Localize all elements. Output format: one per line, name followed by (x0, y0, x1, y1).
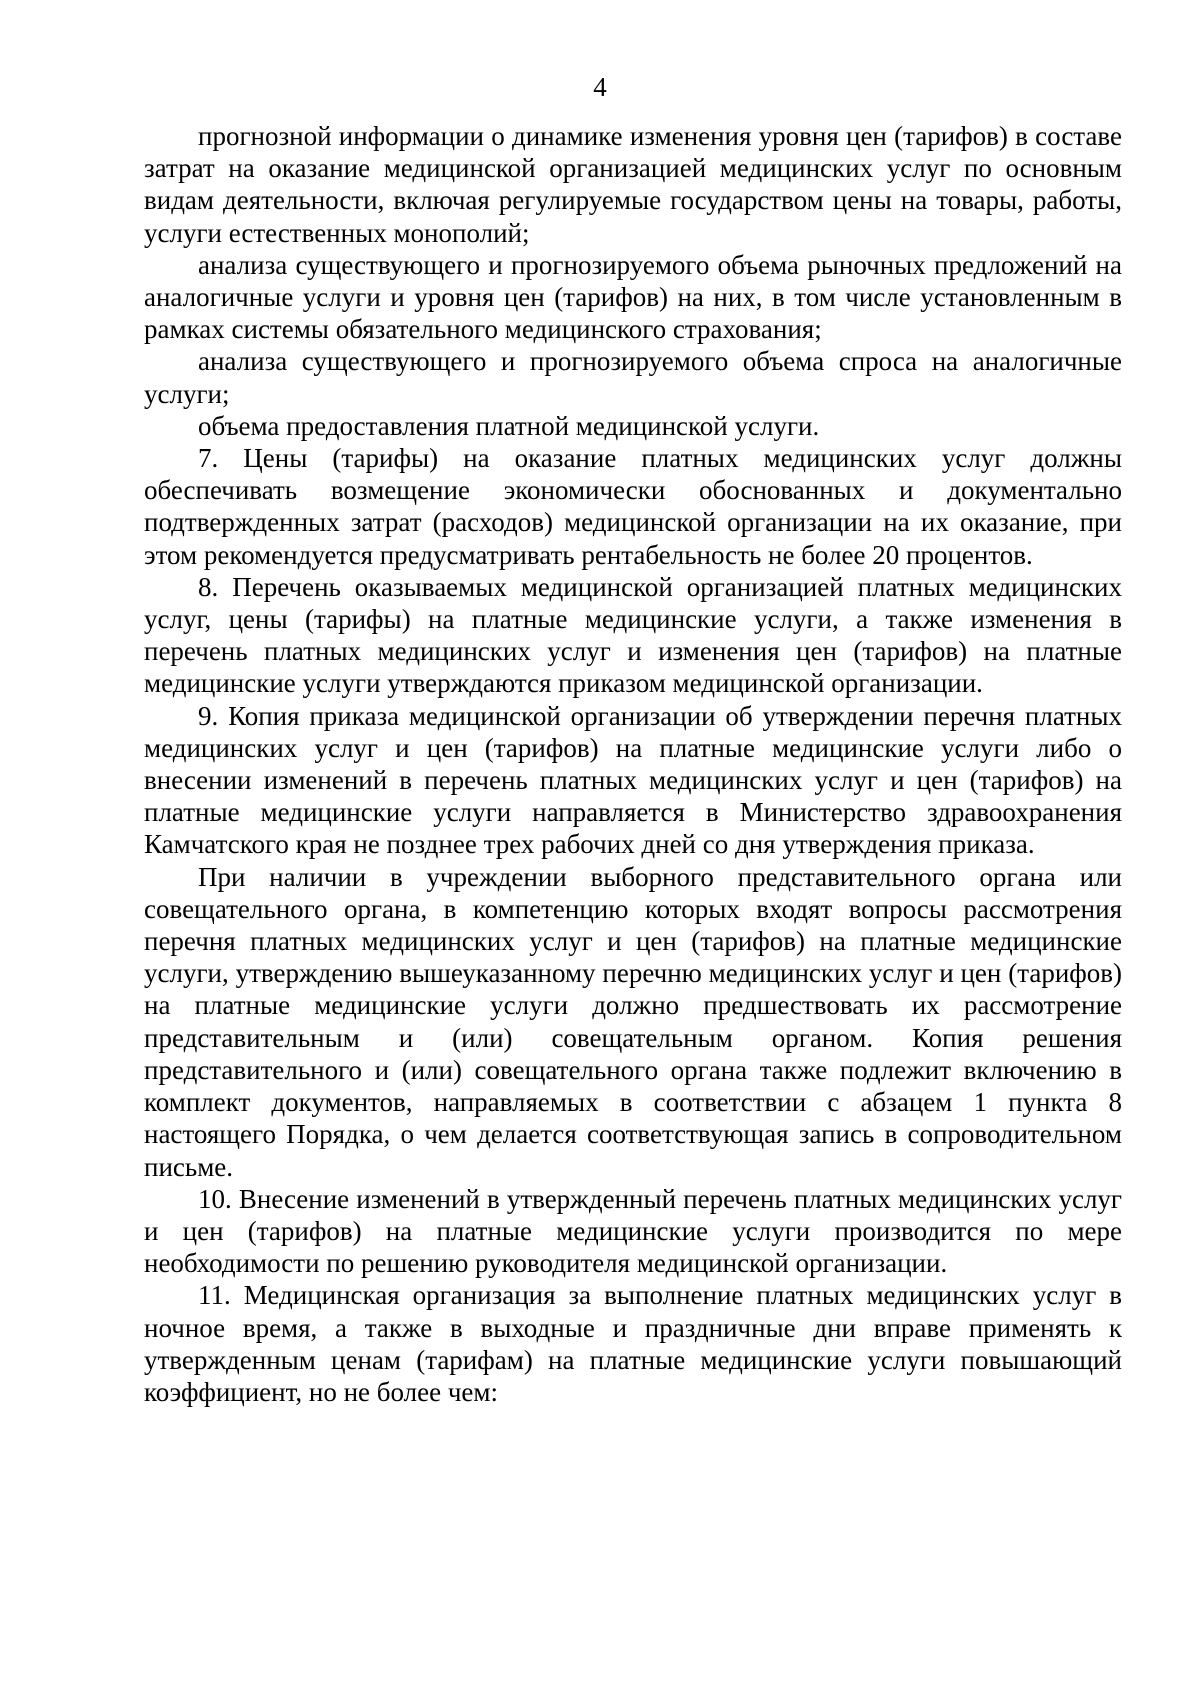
document-body (144, 120, 1122, 1408)
paragraph-item-7: 7. Цены (тарифы) на оказание платных медицинских услуг должны обеспечивать возмещение экономически обоснованных и документально подтвержденных затрат (расходов) медицинской организации на их оказание, при этом рекомендуется предусматривать рентабельность не более 20 процентов. (144, 443, 1122, 570)
paragraph-forecast-prices: прогнозной информации о динамике изменения уровня цен (тарифов) в составе затрат на оказание медицинской организацией медицинских услуг по основным видам деятельности, включая регулируемые государством цены на товары, работы, услуги естественных монополий; (144, 121, 1122, 248)
paragraph-market-offers: анализа существующего и прогнозируемого объема рыночных предложений на аналогичные услуги и уровня цен (тарифов) на них, в том числе установленным в рамках системы обязательного медицинского страхования; (144, 249, 1122, 345)
paragraph-service-volume: объема предоставления платной медицинской услуги. (198, 410, 820, 441)
page-number: 4 (593, 72, 607, 102)
paragraph-advisory-body: При наличии в учреждении выборного представительного органа или совещательного органа, в компетенцию которых входят вопросы рассмотрения перечня платных медицинских услуг и цен (тарифов) на платные медицинские услуги, утверждению вышеуказанному перечню медицинских услуг и цен (тарифов) на платные медицинские услуги должно предшествовать их рассмотрение представительным и (или) совещательным органом. Копия решения представительного и (или) совещательного органа также подлежит включению в комплект документов, направляемых в соответствии с абзацем 1 пункта 8 настоящего Порядка, о чем делается соответствующая запись в сопроводительном письме. (144, 861, 1122, 1182)
paragraph-item-10: 10. Внесение изменений в утвержденный перечень платных медицинских услуг и цен (тарифов) на платные медицинские услуги производится по мере необходимости по решению руководителя медицинской организации. (144, 1183, 1122, 1279)
paragraph-item-8: 8. Перечень оказываемых медицинской организацией платных медицинских услуг, цены (тарифы) на платные медицинские услуги, а также изменения в перечень платных медицинских услуг и изменения цен (тарифов) на платные медицинские услуги утверждаются приказом медицинской организации. (144, 571, 1122, 699)
paragraph-item-11: 11. Медицинская организация за выполнение платных медицинских услуг в ночное время, а также в выходные и праздничные дни вправе применять к утвержденным ценам (тарифам) на платные медицинские услуги повышающий коэффициент, но не более чем: (144, 1280, 1122, 1407)
paragraph-demand-analysis: анализа существующего и прогнозируемого объема спроса на аналогичные услуги; (144, 346, 1122, 409)
paragraph-item-9: 9. Копия приказа медицинской организации об утверждении перечня платных медицинских услуг и цен (тарифов) на платные медицинские услуги либо о внесении изменений в перечень платных медицинских услуг и цен (тарифов) на платные медицинские услуги направляется в Министерство здравоохранения Камчатского края не позднее трех рабочих дней со дня утверждения приказа. (144, 700, 1122, 860)
